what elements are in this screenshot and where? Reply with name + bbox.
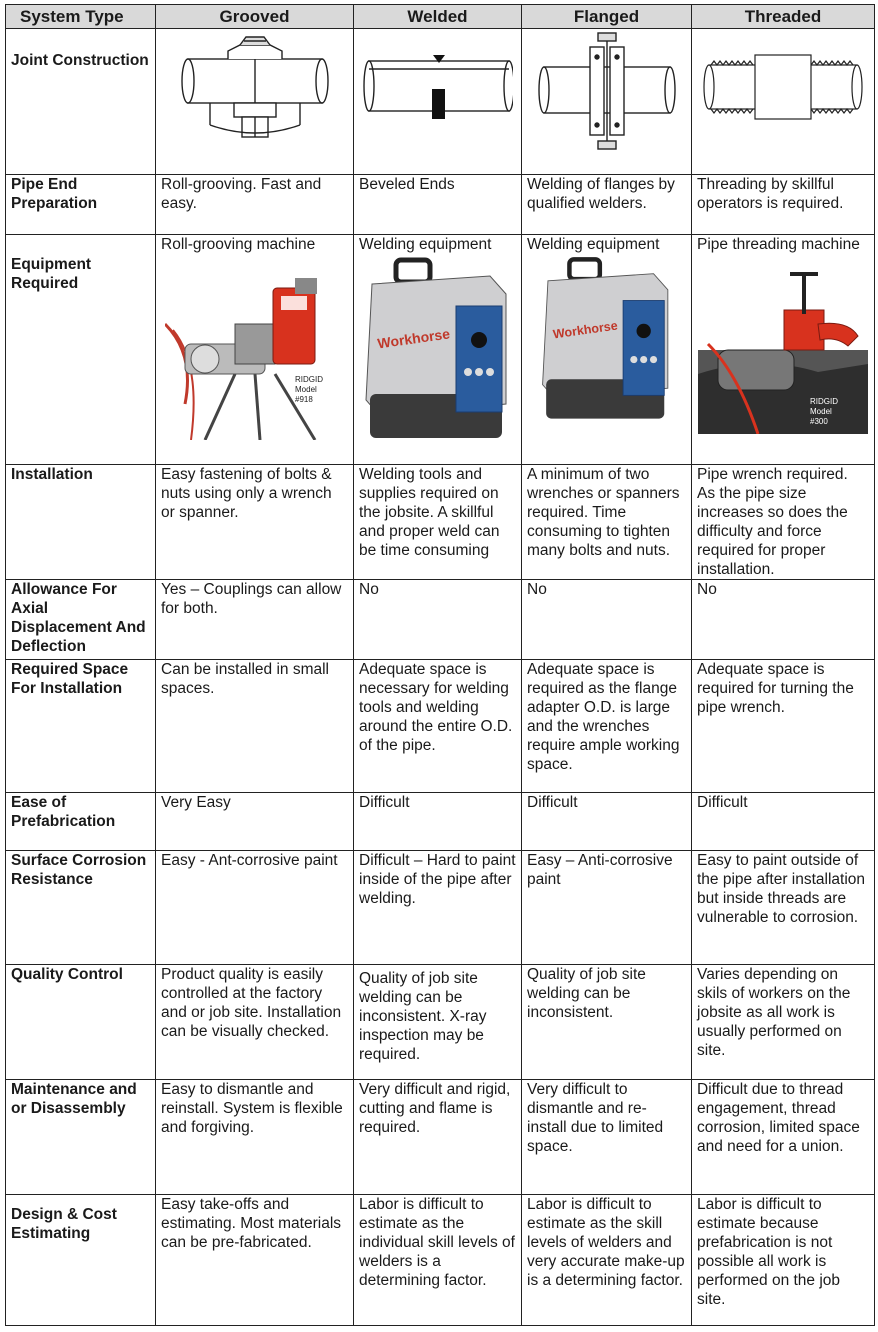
table-cell: Difficult: [692, 793, 875, 851]
flanged-joint-diagram: [522, 29, 692, 175]
welder-brand: Workhorse: [376, 325, 451, 352]
grooved-joint-diagram: [156, 29, 354, 175]
table-row: [6, 580, 875, 660]
row-label: Installation: [6, 465, 156, 580]
row-label: Allowance For Axial Displacement And Deflection: [6, 580, 156, 660]
table-cell: Welding tools and supplies required on the jobsite. A skillful and proper weld can be time consuming: [354, 465, 522, 580]
row-label: Pipe End Preparation: [6, 175, 156, 235]
header-flanged: Flanged: [522, 5, 692, 29]
row-label: Equipment Required: [6, 235, 156, 465]
table-cell: Difficult due to thread engagement, thread corrosion, limited space and need for a union.: [692, 1080, 875, 1195]
table-cell: Quality of job site welding can be inconsistent.: [522, 965, 692, 1080]
table-cell: Quality of job site welding can be inconsistent. X-ray inspection may be required.: [354, 965, 522, 1080]
table-row: [6, 1080, 875, 1195]
table-cell: Easy - Ant-corrosive paint: [156, 851, 354, 965]
threaded-model-line2: Model: [810, 407, 832, 416]
table-cell: Difficult – Hard to paint inside of the pipe after welding.: [354, 851, 522, 965]
table-cell: No: [692, 580, 875, 660]
equipment-cell-grooved: [156, 235, 354, 465]
table-cell: Very Easy: [156, 793, 354, 851]
table-cell: Beveled Ends: [354, 175, 522, 235]
welded-joint-illustration: [363, 29, 513, 145]
table-cell: A minimum of two wrenches or spanners required. Time consuming to tighten many bolts and nuts.: [522, 465, 692, 580]
row-label: Quality Control: [6, 965, 156, 1080]
table-cell: No: [522, 580, 692, 660]
table-cell: Labor is difficult to estimate as the individual skill levels of welders is a determining factor.: [354, 1195, 522, 1326]
roll-grooving-machine-image: [165, 254, 345, 440]
table-cell: Adequate space is required for turning the pipe wrench.: [692, 660, 875, 793]
header-threaded: Threaded: [692, 5, 875, 29]
table-row: [6, 660, 875, 793]
grooved-joint-illustration: [180, 29, 330, 145]
table-row: [6, 793, 875, 851]
row-label: Ease of Prefabrication: [6, 793, 156, 851]
header-welded: Welded: [354, 5, 522, 29]
grooved-model-line1: RIDGID: [294, 375, 323, 384]
table-cell: Varies depending on skils of workers on the jobsite as all work is usually performed on site.: [692, 965, 875, 1080]
welded-joint-diagram: [354, 29, 522, 175]
header-system-type: System Type: [6, 5, 156, 29]
table-row: [6, 965, 875, 1080]
table-cell: No: [354, 580, 522, 660]
pipe-threading-machine-image: [698, 254, 868, 434]
table-row: [6, 235, 875, 465]
equipment-cell-flanged: [522, 235, 692, 465]
equipment-cell-threaded: [692, 235, 875, 465]
comparison-table: [5, 4, 875, 1326]
welder-brand: Workhorse: [551, 318, 619, 342]
table-cell: Roll-grooving. Fast and easy.: [156, 175, 354, 235]
table-cell: Welding equipment: [359, 236, 492, 253]
table-cell: Can be installed in small spaces.: [156, 660, 354, 793]
table-cell: Adequate space is required as the flange adapter O.D. is large and the wrenches require ample working space.: [522, 660, 692, 793]
table-cell: Pipe wrench required. As the pipe size increases so does the difficulty and force required for proper installation.: [692, 465, 875, 580]
table-cell: Very difficult and rigid, cutting and flame is required.: [354, 1080, 522, 1195]
grooved-model-line3: #918: [294, 395, 313, 404]
table-cell: Difficult: [522, 793, 692, 851]
table-cell: Welding of flanges by qualified welders.: [522, 175, 692, 235]
threaded-model-line3: #300: [810, 417, 828, 426]
table-cell: Easy to paint outside of the pipe after installation but inside threads are vulnerable to corrosion.: [692, 851, 875, 965]
table-cell: Roll-grooving machine: [161, 236, 316, 253]
row-label: Required Space For Installation: [6, 660, 156, 793]
flanged-joint-illustration: [532, 29, 682, 153]
table-row: [6, 1195, 875, 1326]
table-row: [6, 175, 875, 235]
threaded-joint-diagram: [692, 29, 875, 175]
welding-machine-image: [360, 254, 516, 444]
table-cell: Labor is difficult to estimate because prefabrication is not possible all work is performed on the job site.: [692, 1195, 875, 1326]
table-cell: Very difficult to dismantle and re-install due to limited space.: [522, 1080, 692, 1195]
row-label: Surface Corrosion Resistance: [6, 851, 156, 965]
header-grooved: Grooved: [156, 5, 354, 29]
table-cell: Easy – Anti-corrosive paint: [522, 851, 692, 965]
table-cell: Easy take-offs and estimating. Most materials can be pre-fabricated.: [156, 1195, 354, 1326]
welding-machine-image: [537, 254, 677, 424]
table-cell: Easy to dismantle and reinstall. System is flexible and forgiving.: [156, 1080, 354, 1195]
row-label: Maintenance and or Disassembly: [6, 1080, 156, 1195]
table-row: [6, 29, 875, 175]
grooved-model-line2: Model: [294, 385, 317, 394]
table-row: [6, 465, 875, 580]
equipment-cell-welded: [354, 235, 522, 465]
table-cell: Adequate space is necessary for welding tools and welding around the entire O.D. of the pipe.: [354, 660, 522, 793]
table-cell: Labor is difficult to estimate as the skill levels of welders and very accurate make-up is a determining factor.: [522, 1195, 692, 1326]
table-row: [6, 851, 875, 965]
table-cell: Difficult: [354, 793, 522, 851]
row-label: Design & Cost Estimating: [6, 1195, 156, 1326]
table-cell: Welding equipment: [527, 236, 660, 253]
table-cell: Yes – Couplings can allow for both.: [156, 580, 354, 660]
header-row: [6, 5, 875, 29]
table-cell: Product quality is easily controlled at the factory and or job site. Installation can be visually checked.: [156, 965, 354, 1080]
threaded-joint-illustration: [703, 29, 863, 145]
table-cell: Threading by skillful operators is required.: [692, 175, 875, 235]
threaded-model-line1: RIDGID: [810, 397, 838, 406]
row-label: Joint Construction: [6, 29, 156, 175]
table-cell: Pipe threading machine: [697, 236, 860, 253]
table-cell: Easy fastening of bolts & nuts using only a wrench or spanner.: [156, 465, 354, 580]
